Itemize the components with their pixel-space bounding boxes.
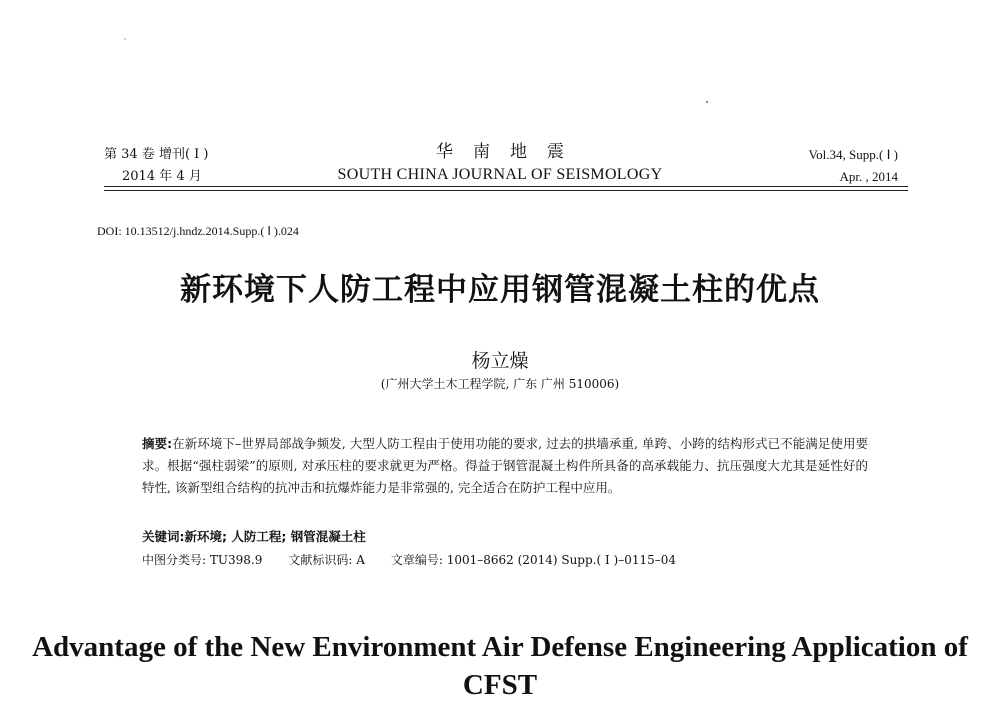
journal-name <box>300 140 700 186</box>
keywords <box>142 527 366 545</box>
english-title: Advantage of the New Environment Air Defense Engineering Application of CFST <box>32 631 968 701</box>
doi: DOI: 10.13512/j.hndz.2014.Supp.( Ⅰ ).024 <box>97 224 299 238</box>
header-rule-thick <box>104 186 908 187</box>
scan-speck <box>706 101 708 103</box>
keywords-text: 新环境; 人防工程; 钢管混凝土柱 <box>184 529 366 544</box>
clc-number: 中图分类号: TU398.9 <box>142 553 263 567</box>
classification-line <box>142 551 702 568</box>
volume-cn: 第 34 卷 增刊( Ⅰ ) <box>104 147 209 162</box>
abstract <box>142 433 868 499</box>
paper-title: 新环境下人防工程中应用钢管混凝土柱的优点 <box>180 272 820 308</box>
scan-speck <box>124 38 126 40</box>
header-left <box>104 144 208 188</box>
header-rule-thin <box>104 190 908 191</box>
affiliation: (广州大学土木工程学院, 广东 广州 510006) <box>380 377 620 391</box>
abstract-label: 摘要: <box>142 436 173 451</box>
date-cn: 2014 年 4 月 <box>122 169 202 184</box>
volume-en: Vol.34, Supp.( Ⅰ ) <box>808 147 898 162</box>
keywords-label: 关键词: <box>142 529 185 544</box>
document-code: 文献标识码: A <box>288 553 365 567</box>
author: 杨立燥 <box>471 350 529 372</box>
journal-name-en: SOUTH CHINA JOURNAL OF SEISMOLOGY <box>337 166 663 183</box>
article-number: 文章编号: 1001–8662 (2014) Supp.( Ⅰ )–0115–04 <box>390 553 677 567</box>
header-right <box>808 144 898 188</box>
journal-name-cn: 华南地震 <box>436 142 584 162</box>
date-en: Apr. , 2014 <box>839 169 898 184</box>
abstract-text: 在新环境下–世界局部战争频发, 大型人防工程由于使用功能的要求, 过去的拱墙承重, 单跨、小跨的结构形式已不能满足使用要求。根据“强柱弱梁”的原则, 对承压柱的要求就更为严格。得益于钢管混凝土构件所具备的高承载能力、抗压强度大尤其是延性好的特性, 该新型组合结构的抗冲击和抗爆炸能力是非常强的, 完全适合在防护工程中应用。 <box>142 436 869 495</box>
